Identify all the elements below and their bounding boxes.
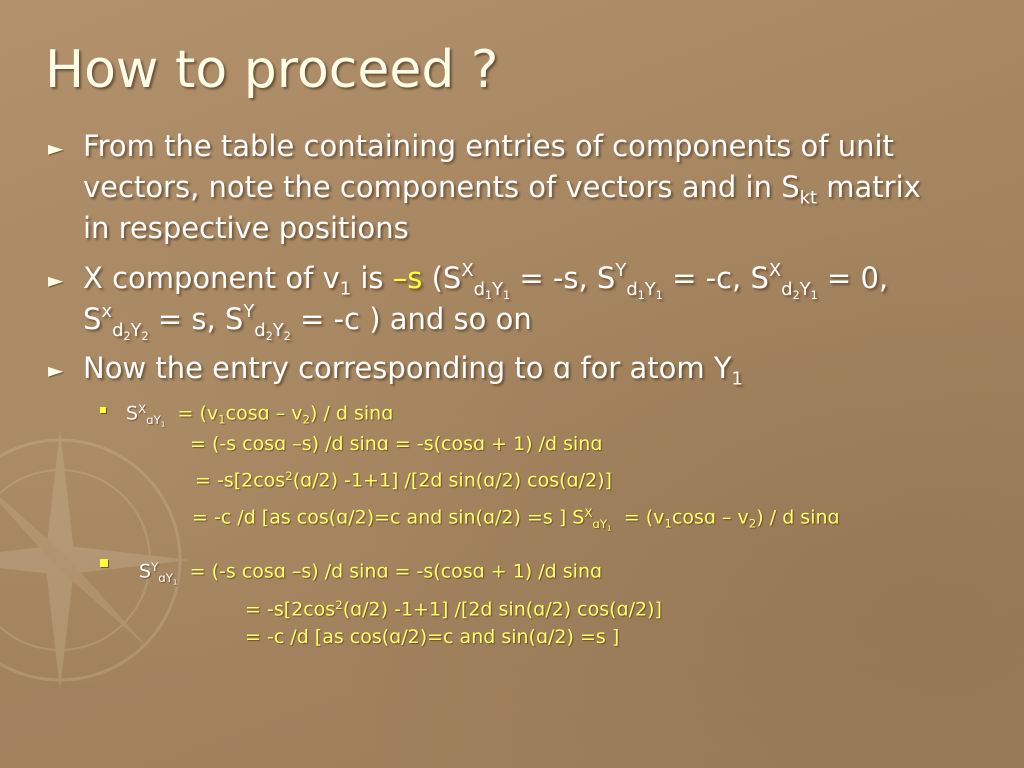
equation-line2: = (-s cosɑ –s) /d sinɑ = -s(cosɑ + 1) /d sinɑ: [190, 433, 603, 455]
bullet1-line1: From the table containing entries of components of unit: [83, 129, 894, 163]
equation-sy-def: $S^Y_{ɑY_1} = (-s$ cosɑ –s) /d sinɑ = -s(cosɑ + 1) /d sinɑ: [139, 560, 603, 587]
slide-title: How to proceed ?: [45, 40, 499, 100]
square-bullet-icon: [100, 407, 106, 413]
equation-line4: = -c /d [as cos(ɑ/2)=c and sin(ɑ/2) =s ] $S^X_{ɑY_1}$ = $(v_1\cos ɑ - v_2)$ / d sinɑ: [192, 506, 840, 533]
equation-sy-line2: = $-s[2\cos^2(ɑ/2)$ -1+1] /[2d sin(ɑ/2) cos(ɑ/2)]: [245, 598, 662, 621]
highlight-neg-s: –s: [392, 261, 423, 295]
bullet1-line2: vectors, note the components of vectors and in $S_{kt}$ matrix: [83, 170, 921, 209]
equation-sx-def: $S^X_{ɑY_1}$ = $(v_1\cos ɑ - v_2)$ / d sinɑ: [126, 402, 394, 429]
bullet-arrow-icon: ►: [48, 268, 64, 292]
square-bullet-icon: [100, 559, 108, 567]
equation-line3: = $-s[2\cos^2(ɑ/2)$ -1+1] /[2d sin(ɑ/2) cos(ɑ/2)]: [195, 469, 612, 492]
bullet2-line2: $S^x_{d_2Y_2} = s$, $S^Y_{d_2Y_2} = -c$ ) and so on: [83, 301, 532, 344]
equation-sy-line3: = -c /d [as cos(ɑ/2)=c and sin(ɑ/2) =s ]: [245, 626, 620, 648]
bullet3-line1: Now the entry corresponding to ɑ for atom $Y_1$: [83, 351, 743, 390]
bullet-arrow-icon: ►: [48, 136, 64, 160]
bullet2-line1: X component of $v_1$ is –s ($S^X_{d_1Y_1} = -s$, $S^Y_{d_1Y_1} = -c$, $S^X_{d_2Y_1} = 0$,: [83, 260, 889, 303]
bullet-arrow-icon: ►: [48, 358, 64, 382]
bullet1-line3: in respective positions: [83, 211, 409, 245]
